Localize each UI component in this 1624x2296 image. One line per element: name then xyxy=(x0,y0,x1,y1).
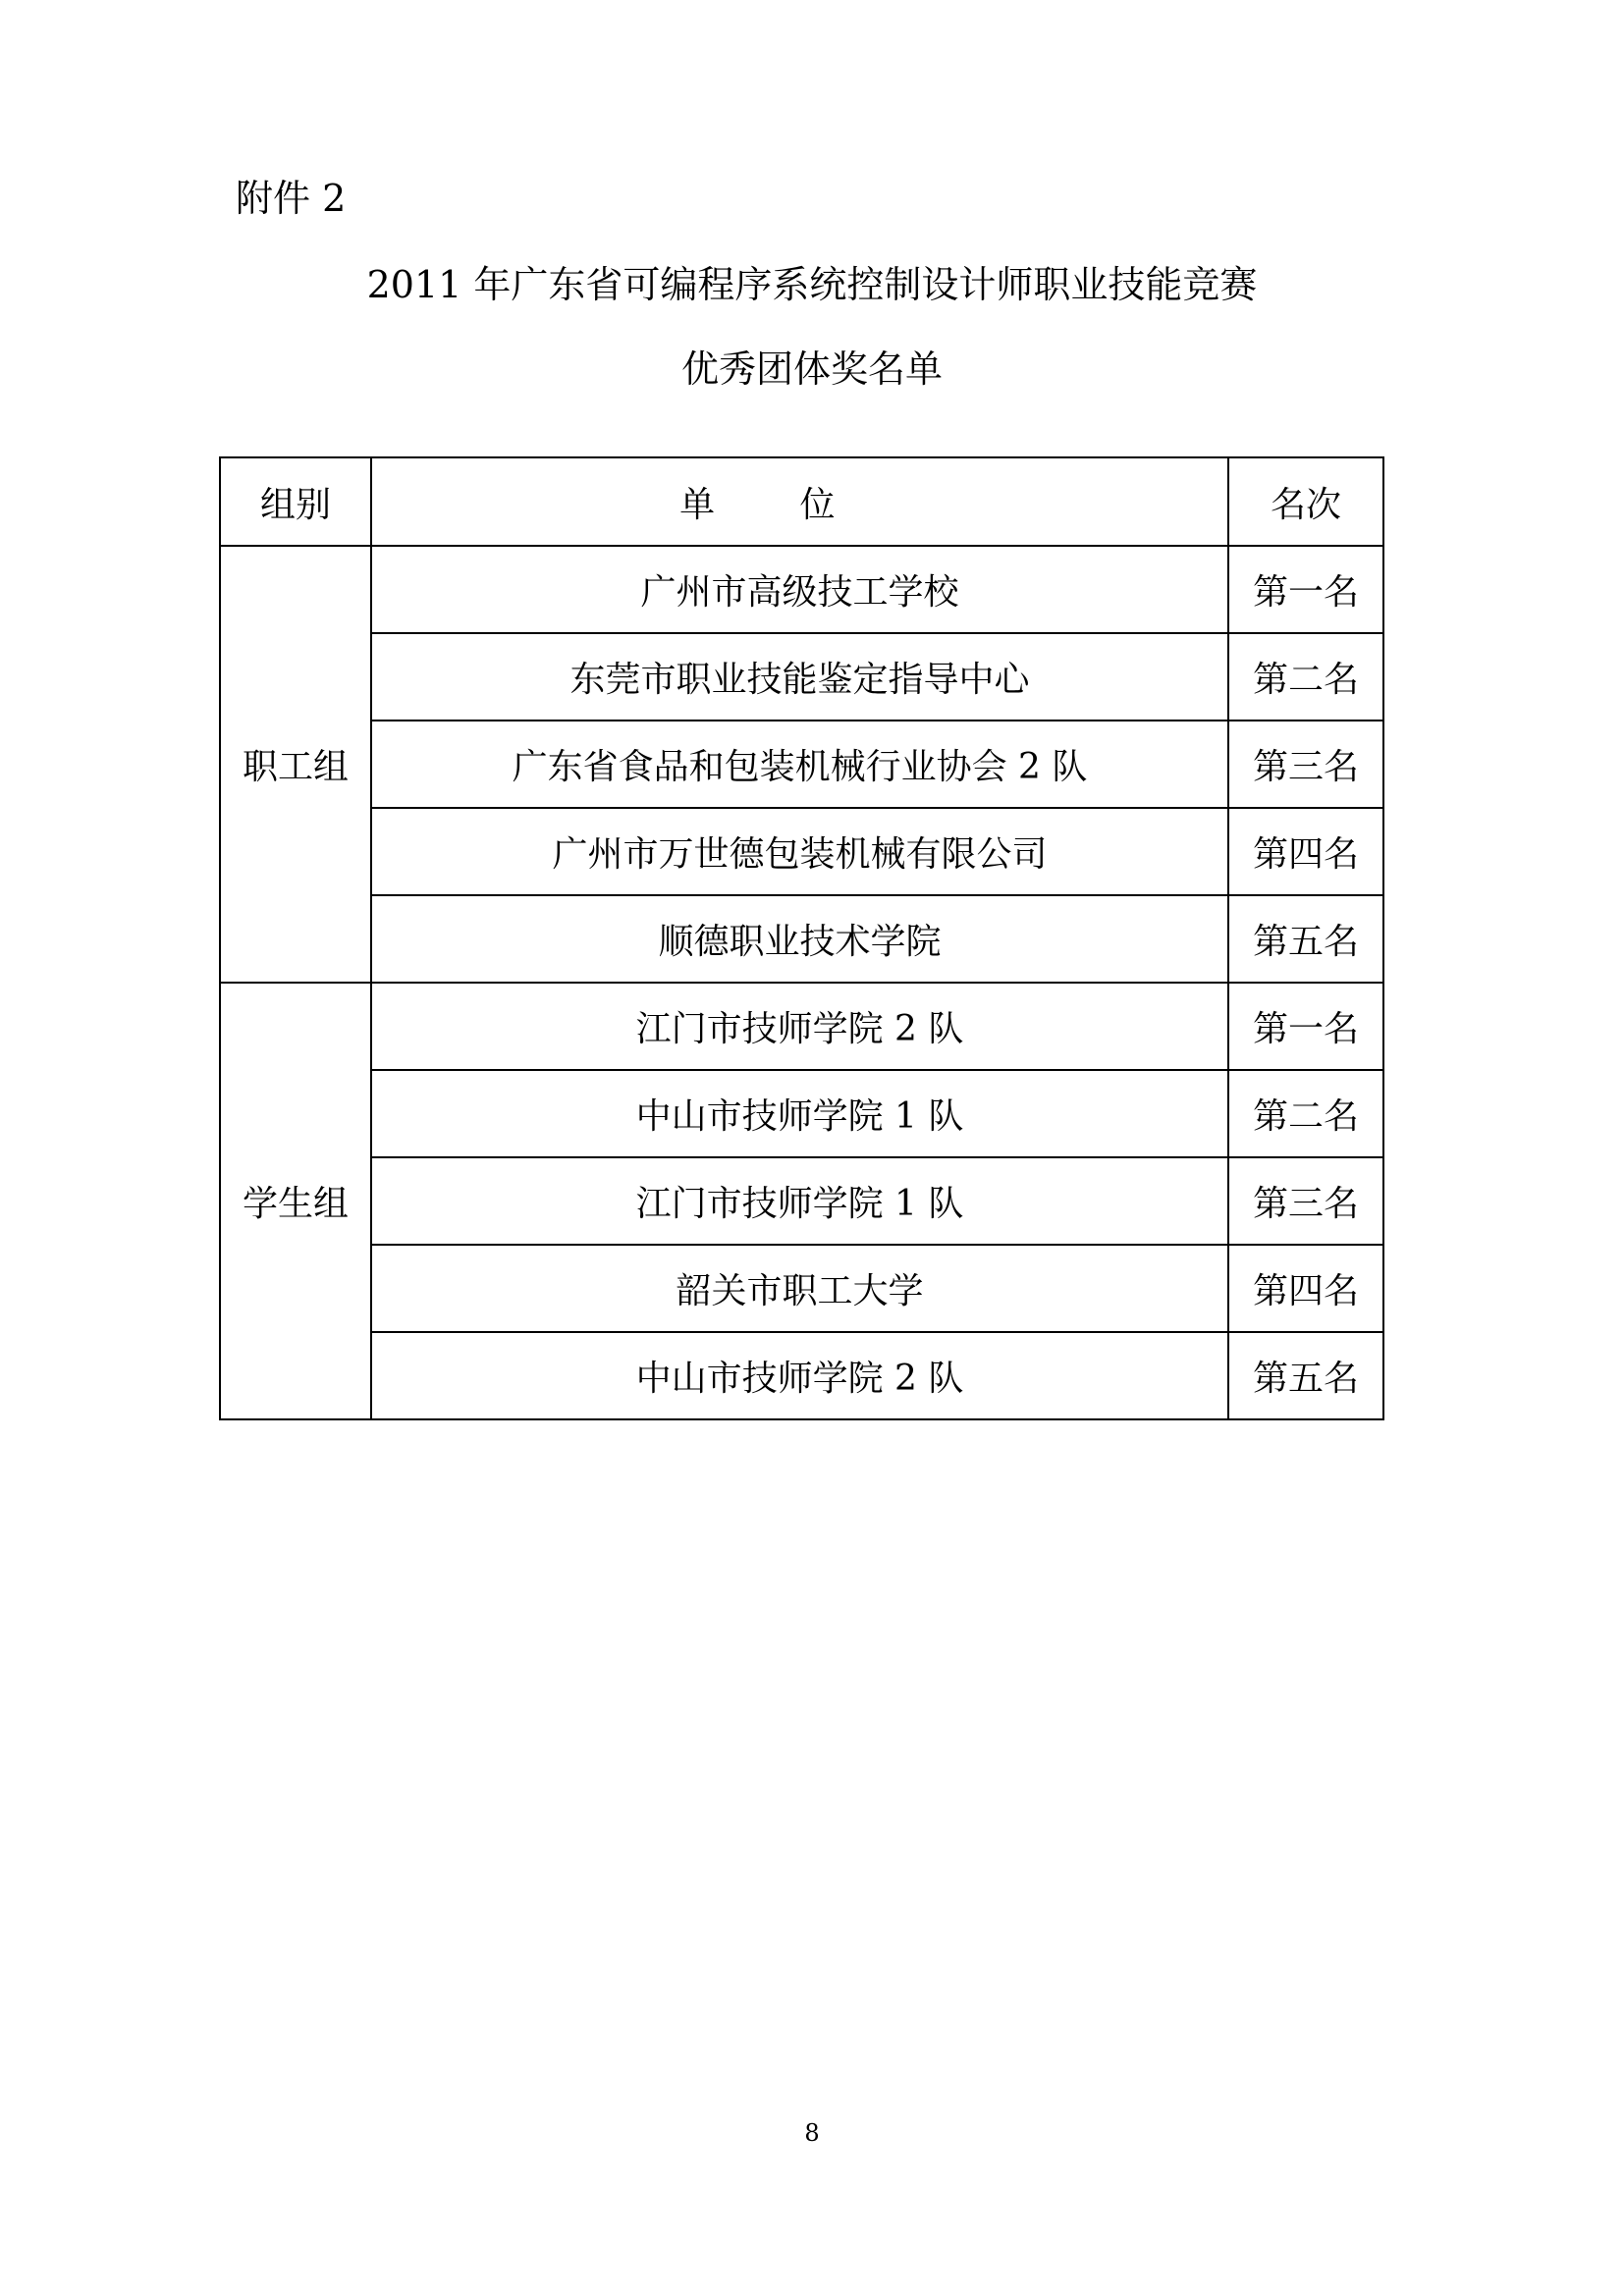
unit-cell: 江门市技师学院 1 队 xyxy=(371,1157,1228,1245)
table-row xyxy=(220,808,1383,895)
rank-cell: 第一名 xyxy=(1228,983,1383,1070)
table-row xyxy=(220,895,1383,983)
unit-cell: 顺德职业技术学院 xyxy=(371,895,1228,983)
table-row xyxy=(220,983,1383,1070)
attachment-label: 附件 2 xyxy=(236,177,347,220)
rank-cell: 第一名 xyxy=(1228,546,1383,633)
rank-cell: 第五名 xyxy=(1228,1332,1383,1419)
rank-cell: 第二名 xyxy=(1228,633,1383,721)
rank-cell: 第二名 xyxy=(1228,1070,1383,1157)
header-unit: 单位 xyxy=(371,457,1228,546)
unit-cell: 广州市万世德包装机械有限公司 xyxy=(371,808,1228,895)
document-title-line-2: 优秀团体奖名单 xyxy=(680,347,943,391)
group-cell-student: 学生组 xyxy=(220,983,371,1419)
table-row xyxy=(220,1157,1383,1245)
header-rank: 名次 xyxy=(1228,457,1383,546)
unit-cell: 中山市技师学院 1 队 xyxy=(371,1070,1228,1157)
rank-cell: 第三名 xyxy=(1228,1157,1383,1245)
table-header-row xyxy=(220,457,1383,546)
group-cell-staff: 职工组 xyxy=(220,546,371,983)
rank-cell: 第四名 xyxy=(1228,808,1383,895)
table-row xyxy=(220,546,1383,633)
document-title-line-1: 2011 年广东省可编程序系统控制设计师职业技能竞赛 xyxy=(366,263,1258,306)
table-row xyxy=(220,1332,1383,1419)
rank-cell: 第五名 xyxy=(1228,895,1383,983)
page-number: 8 xyxy=(804,2119,820,2147)
award-table xyxy=(219,456,1384,1420)
table-row xyxy=(220,633,1383,721)
header-group: 组别 xyxy=(220,457,371,546)
unit-cell: 韶关市职工大学 xyxy=(371,1245,1228,1332)
rank-cell: 第三名 xyxy=(1228,721,1383,808)
table-row xyxy=(220,1245,1383,1332)
unit-cell: 广州市高级技工学校 xyxy=(371,546,1228,633)
unit-cell: 东莞市职业技能鉴定指导中心 xyxy=(371,633,1228,721)
table-row xyxy=(220,1070,1383,1157)
rank-cell: 第四名 xyxy=(1228,1245,1383,1332)
unit-cell: 广东省食品和包装机械行业协会 2 队 xyxy=(371,721,1228,808)
unit-cell: 江门市技师学院 2 队 xyxy=(371,983,1228,1070)
unit-cell: 中山市技师学院 2 队 xyxy=(371,1332,1228,1419)
table-row xyxy=(220,721,1383,808)
